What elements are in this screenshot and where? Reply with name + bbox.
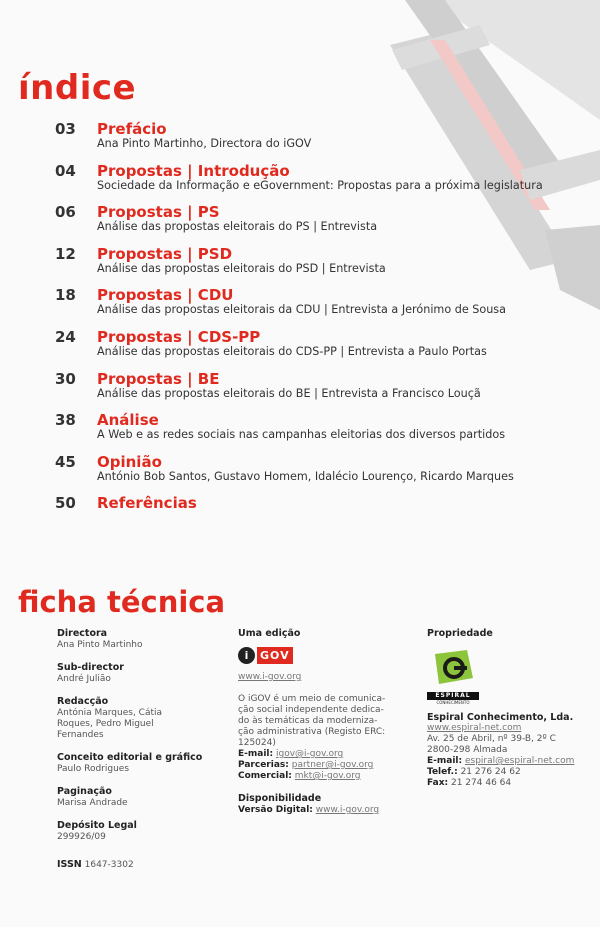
espiral-logo-text: ESPIRAL	[427, 692, 479, 700]
toc-subtitle: A Web e as redes sociais nas campanhas eleitorias dos diversos partidos	[97, 428, 506, 442]
toc-entry[interactable]	[55, 203, 595, 245]
toc-entry[interactable]	[55, 411, 595, 453]
publisher-column	[238, 628, 398, 816]
toc-title: Propostas | CDU	[97, 286, 234, 305]
toc-subtitle: Análise das propostas eleitorais do BE | Entrevista a Francisco Louçã	[97, 386, 481, 400]
toc-page-number: 12	[55, 244, 76, 263]
issn-value: 1647-3302	[84, 860, 134, 870]
toc-title: Prefácio	[97, 120, 167, 138]
redaccao-value: Fernandes	[57, 730, 104, 740]
parcerias-link[interactable]: partner@i-gov.org	[291, 760, 374, 770]
toc-title: Propostas | CDS-PP	[97, 327, 261, 346]
toc-entry[interactable]	[55, 120, 595, 162]
email-link[interactable]: espiral@espiral-net.com	[464, 756, 575, 766]
address-line: Av. 25 de Abril, nº 39-B, 2º C	[427, 734, 556, 744]
email-link[interactable]: igov@i-gov.org	[275, 749, 344, 759]
igov-url-link[interactable]: www.i-gov.org	[238, 672, 302, 682]
telef-value: 21 276 24 62	[460, 767, 521, 777]
igov-description: O iGOV é um meio de comunica-	[238, 694, 386, 704]
toc-title: Propostas | PSD	[97, 244, 233, 263]
toc-subtitle: Análise das propostas eleitorais da CDU | Entrevista a Jerónimo de Sousa	[97, 303, 506, 317]
index-heading: índice	[18, 68, 137, 108]
credits-column	[57, 628, 217, 882]
espiral-logo	[427, 648, 479, 706]
directora-value: Ana Pinto Martinho	[57, 640, 143, 650]
versao-digital-label: Versão Digital:	[238, 805, 313, 815]
paginacao-label: Paginação	[57, 786, 112, 797]
comercial-label: Comercial:	[238, 771, 292, 781]
company-name: Espiral Conhecimento, Lda.	[427, 712, 574, 723]
toc-subtitle: Análise das propostas eleitorais do CDS-PP | Entrevista a Paulo Portas	[97, 344, 487, 358]
telef-label: Telef.:	[427, 767, 458, 777]
email-label: E-mail:	[427, 756, 463, 766]
toc-page-number: 24	[55, 327, 76, 346]
redaccao-label: Redacção	[57, 696, 109, 707]
toc-title: Propostas | Introdução	[97, 161, 290, 180]
toc-subtitle: Análise das propostas eleitorais do PSD | Entrevista	[97, 261, 386, 275]
address-line: 2800-298 Almada	[427, 745, 508, 755]
toc-subtitle: Análise das propostas eleitorais do PS | Entrevista	[97, 220, 378, 234]
toc-page-number: 03	[55, 120, 76, 138]
toc-page-number: 06	[55, 203, 76, 222]
toc-subtitle: António Bob Santos, Gustavo Homem, Idalécio Lourenço, Ricardo Marques	[97, 469, 514, 483]
versao-digital-link[interactable]: www.i-gov.org	[315, 805, 380, 815]
igov-description: do às temáticas da moderniza-	[238, 716, 378, 726]
igov-description: 125024)	[238, 738, 276, 748]
toc-entry[interactable]	[55, 494, 595, 536]
redaccao-value: Roques, Pedro Miguel	[57, 719, 154, 729]
directora-label: Directora	[57, 628, 108, 639]
disponibilidade-label: Disponibilidade	[238, 793, 322, 804]
toc-entry[interactable]	[55, 162, 595, 204]
issn-label: ISSN	[57, 859, 82, 870]
toc-subtitle: Sociedade da Informação e eGovernment: Propostas para a próxima legislatura	[97, 178, 543, 192]
paginacao-value: Marisa Andrade	[57, 798, 128, 808]
ficha-tecnica-heading: ficha técnica	[18, 585, 226, 619]
toc-entry[interactable]	[55, 453, 595, 495]
toc-page-number: 38	[55, 411, 76, 430]
conceito-label: Conceito editorial e gráfico	[57, 752, 203, 763]
subdirector-label: Sub-director	[57, 662, 124, 673]
toc-entry[interactable]	[55, 328, 595, 370]
toc-page-number: 04	[55, 161, 76, 180]
igov-description: ção social independente dedica-	[238, 705, 384, 715]
toc-page-number: 45	[55, 452, 76, 471]
redaccao-value: Antónia Marques, Cátia	[57, 708, 163, 718]
igov-logo	[238, 646, 398, 664]
subdirector-value: André Julião	[57, 674, 111, 684]
espiral-logo-subtext: CONHECIMENTO	[436, 700, 470, 705]
fax-label: Fax:	[427, 778, 449, 788]
igov-logo-gov: GOV	[257, 647, 293, 664]
email-label: E-mail:	[238, 749, 274, 759]
table-of-contents	[55, 120, 595, 536]
toc-title: Propostas | PS	[97, 203, 220, 222]
propriedade-label: Propriedade	[427, 628, 493, 639]
toc-page-number: 30	[55, 369, 76, 388]
toc-entry[interactable]	[55, 370, 595, 412]
toc-entry[interactable]	[55, 245, 595, 287]
fax-value: 21 274 46 64	[450, 778, 512, 788]
toc-page-number: 50	[55, 494, 76, 513]
toc-title: Referências	[97, 494, 197, 513]
espiral-spiral-icon	[427, 648, 479, 688]
toc-subtitle: Ana Pinto Martinho, Directora do iGOV	[97, 137, 312, 150]
toc-title: Análise	[97, 411, 159, 430]
toc-title: Opinião	[97, 452, 162, 471]
parcerias-label: Parcerias:	[238, 760, 289, 770]
edicao-label: Uma edição	[238, 628, 301, 639]
toc-entry[interactable]	[55, 286, 595, 328]
deposito-value: 299926/09	[57, 832, 106, 842]
conceito-value: Paulo Rodrigues	[57, 764, 130, 774]
toc-page-number: 18	[55, 286, 76, 305]
owner-column	[427, 628, 592, 789]
igov-description: ção administrativa (Registo ERC:	[238, 727, 386, 737]
deposito-label: Depósito Legal	[57, 820, 137, 831]
igov-logo-i: i	[238, 647, 255, 664]
espiral-url-link[interactable]: www.espiral-net.com	[427, 723, 522, 733]
comercial-link[interactable]: mkt@i-gov.org	[294, 771, 361, 781]
toc-title: Propostas | BE	[97, 369, 220, 388]
